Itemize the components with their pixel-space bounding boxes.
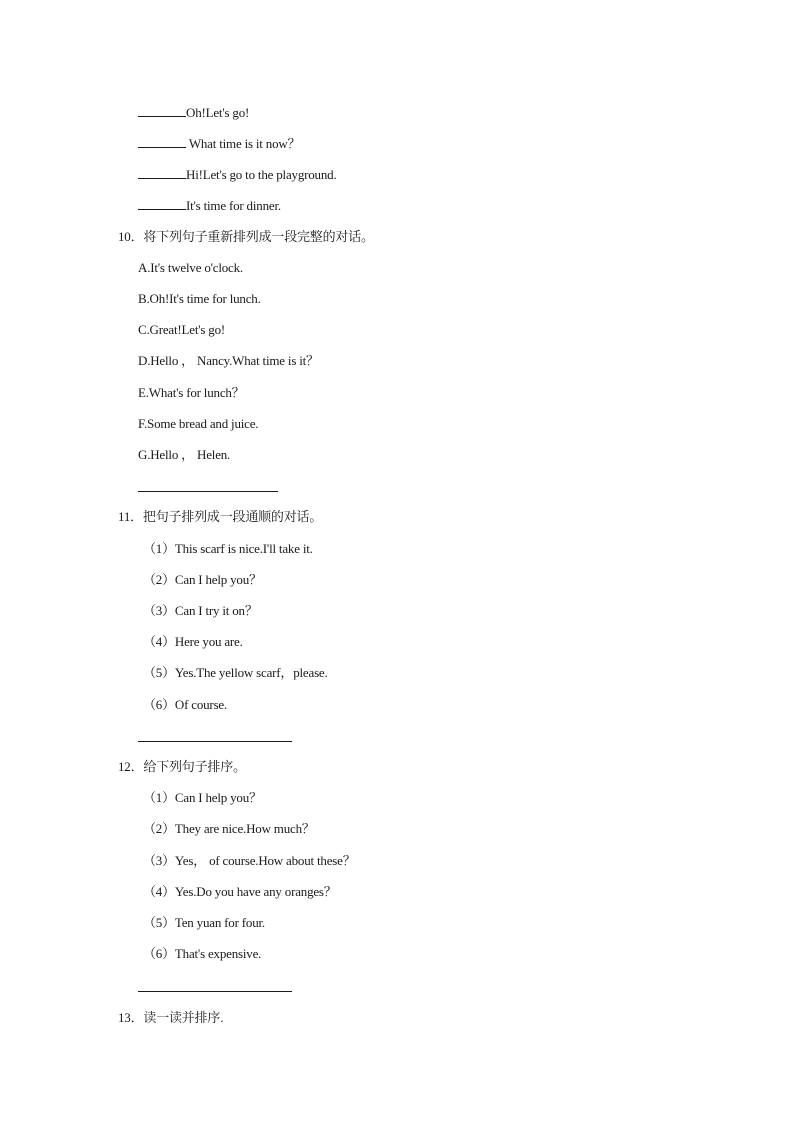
q10-option-a: A.It's twelve o'clock. [138,260,243,275]
q9-item-4: It's time for dinner. [138,197,281,214]
q12-option-3: （3）Yes， of course.How about these？ [143,853,356,868]
q10-option-g: G.Hello ， Helen. [138,447,231,462]
q11-answer-line[interactable] [138,741,292,742]
q10-option-d: D.Hello ， Nancy.What time is it？ [138,353,319,368]
question-prompt: 将下列句子重新排列成一段完整的对话。 [143,229,374,244]
q11-option-3: （3）Can I try it on？ [143,603,258,618]
answer-blank[interactable] [138,135,186,148]
answer-blank[interactable] [138,104,186,117]
answer-blank[interactable] [138,166,186,179]
q12-option-6: （6）That's expensive. [143,946,262,961]
question-number: 10． [118,229,144,244]
question-number: 13． [118,1010,144,1025]
q10-option-e: E.What's for lunch？ [138,385,245,400]
q12-heading [118,759,246,775]
q10-option-c: C.Great!Let's go! [138,322,226,337]
q12-option-2: （2）They are nice.How much？ [143,821,315,836]
q11-option-2: （2）Can I help you？ [143,572,262,587]
q13-heading [118,1010,223,1026]
q9-item-1: Oh!Let's go! [138,104,249,121]
q12-option-1: （1）Can I help you？ [143,790,262,805]
q9-item-3: Hi!Let's go to the playground. [138,166,337,183]
q11-heading [118,509,322,525]
q12-option-5: （5）Ten yuan for four. [143,915,265,930]
q12-answer-line[interactable] [138,991,292,992]
question-number: 12． [118,759,144,774]
q10-answer-line[interactable] [138,491,278,492]
q11-option-1: （1）This scarf is nice.I'll take it. [143,541,313,556]
q12-option-4: （4）Yes.Do you have any oranges？ [143,884,337,899]
question-number: 11． [118,509,143,524]
q11-option-6: （6）Of course. [143,697,228,712]
question-prompt: 给下列句子排序。 [143,759,246,774]
q10-option-f: F.Some bread and juice. [138,416,259,431]
q10-heading [118,229,374,245]
answer-blank[interactable] [138,197,186,210]
question-prompt: 把句子排列成一段通顺的对话。 [142,509,323,524]
q11-option-4: （4）Here you are. [143,634,243,649]
question-prompt: 读一读并排序. [143,1010,224,1025]
q9-item-2: What time is it now？ [138,135,300,152]
q11-option-5: （5）Yes.The yellow scarf，please. [143,665,328,680]
q10-option-b: B.Oh!It's time for lunch. [138,291,261,306]
